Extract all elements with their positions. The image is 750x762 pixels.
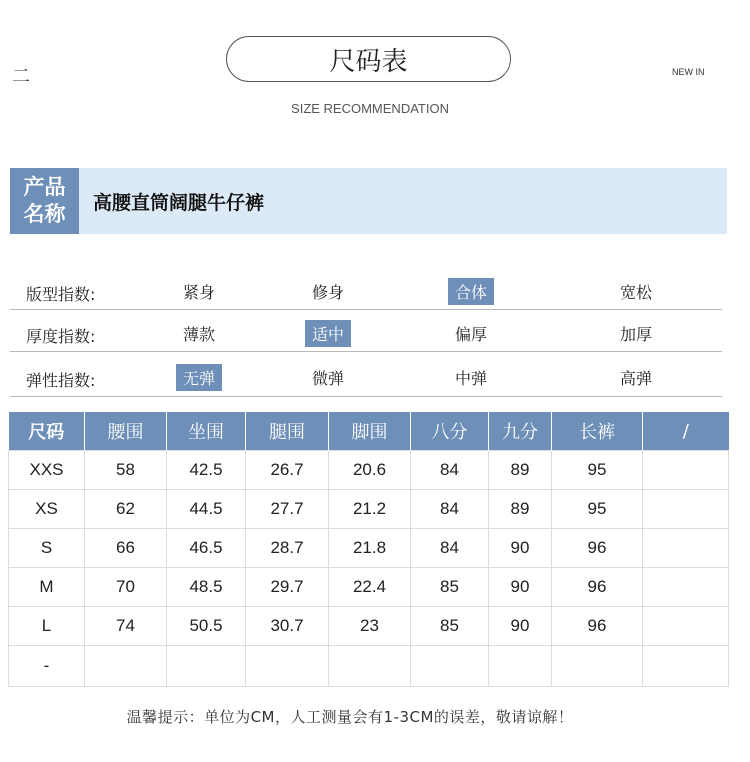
- measurement-cell: 30.7: [246, 607, 329, 646]
- index-option: [278, 356, 378, 398]
- index-option-label: 无弹: [176, 364, 222, 391]
- measurement-cell: 27.7: [246, 490, 329, 529]
- table-row: [9, 646, 729, 687]
- column-header: 坐围: [167, 412, 246, 451]
- column-header: 脚围: [329, 412, 411, 451]
- table-row: [9, 490, 729, 529]
- measurement-cell: [643, 451, 729, 490]
- product-name: 高腰直筒阔腿牛仔裤: [93, 191, 265, 214]
- table-header-row: [9, 412, 729, 451]
- measurement-cell: 62: [85, 490, 167, 529]
- measurement-cell: 85: [411, 568, 489, 607]
- measurement-cell: [329, 646, 411, 687]
- measurement-cell: [643, 646, 729, 687]
- measurement-cell: [552, 646, 643, 687]
- product-tag: [10, 168, 79, 234]
- size-cell: M: [9, 568, 85, 607]
- index-row-thickness: [10, 312, 722, 354]
- column-header: 腿围: [246, 412, 329, 451]
- index-label: 版型指数:: [26, 285, 96, 304]
- index-option-selected: [278, 312, 378, 354]
- index-option: [586, 356, 686, 398]
- column-header: 长裤: [552, 412, 643, 451]
- measurement-cell: 84: [411, 451, 489, 490]
- index-label: 厚度指数:: [26, 327, 96, 346]
- size-cell: S: [9, 529, 85, 568]
- index-option-label: 微弹: [311, 368, 344, 388]
- table-row: [9, 529, 729, 568]
- measurement-note: 温馨提示：单位为CM，人工测量会有1-3CM的误差，敬请谅解！: [126, 708, 574, 726]
- measurement-cell: [489, 646, 552, 687]
- menu-mark: 二: [12, 66, 30, 87]
- index-row-elasticity: [10, 356, 722, 398]
- product-tag-line1: 产品: [23, 175, 66, 199]
- size-cell: L: [9, 607, 85, 646]
- measurement-cell: 58: [85, 451, 167, 490]
- divider: [10, 351, 722, 352]
- divider: [10, 309, 722, 310]
- measurement-cell: [643, 568, 729, 607]
- measurement-cell: 85: [411, 607, 489, 646]
- measurement-cell: [85, 646, 167, 687]
- measurement-cell: [643, 607, 729, 646]
- column-header: 八分: [411, 412, 489, 451]
- measurement-cell: 95: [552, 451, 643, 490]
- measurement-cell: 96: [552, 607, 643, 646]
- index-option-selected: [421, 270, 521, 312]
- measurement-cell: 90: [489, 529, 552, 568]
- index-option: [586, 270, 686, 312]
- index-label: 弹性指数:: [26, 371, 96, 390]
- index-option-label: 中弹: [454, 368, 487, 388]
- measurement-cell: 84: [411, 529, 489, 568]
- measurement-cell: 50.5: [167, 607, 246, 646]
- measurement-cell: 44.5: [167, 490, 246, 529]
- measurement-cell: 90: [489, 607, 552, 646]
- table-body: [9, 451, 729, 687]
- product-tag-line2: 名称: [23, 202, 66, 226]
- measurement-cell: 28.7: [246, 529, 329, 568]
- index-option: [278, 270, 378, 312]
- index-option-label: 高弹: [619, 368, 652, 388]
- index-option-label: 紧身: [182, 282, 215, 302]
- table-row: [9, 568, 729, 607]
- size-cell: XXS: [9, 451, 85, 490]
- measurement-cell: 89: [489, 490, 552, 529]
- index-row-fit: [10, 270, 722, 312]
- measurement-cell: 46.5: [167, 529, 246, 568]
- measurement-cell: [411, 646, 489, 687]
- measurement-cell: [167, 646, 246, 687]
- measurement-cell: 48.5: [167, 568, 246, 607]
- measurement-cell: 96: [552, 568, 643, 607]
- index-option-label: 偏厚: [454, 324, 487, 344]
- index-option-label: 薄款: [182, 324, 215, 344]
- index-option-label: 适中: [305, 320, 351, 347]
- measurement-cell: 66: [85, 529, 167, 568]
- index-option-selected: [149, 356, 249, 398]
- measurement-cell: 42.5: [167, 451, 246, 490]
- index-option-label: 宽松: [619, 282, 652, 302]
- measurement-cell: [643, 529, 729, 568]
- size-table: [8, 412, 729, 687]
- table-row: [9, 607, 729, 646]
- measurement-cell: 22.4: [329, 568, 411, 607]
- column-header: 九分: [489, 412, 552, 451]
- measurement-cell: [643, 490, 729, 529]
- measurement-cell: 74: [85, 607, 167, 646]
- measurement-cell: 26.7: [246, 451, 329, 490]
- measurement-cell: 21.2: [329, 490, 411, 529]
- index-option-label: 合体: [448, 278, 494, 305]
- column-header: 尺码: [9, 412, 85, 451]
- measurement-cell: 29.7: [246, 568, 329, 607]
- measurement-cell: 70: [85, 568, 167, 607]
- divider: [10, 396, 722, 397]
- new-in-badge: NEW IN: [672, 67, 705, 77]
- measurement-cell: [246, 646, 329, 687]
- measurement-cell: 95: [552, 490, 643, 529]
- measurement-cell: 89: [489, 451, 552, 490]
- index-option-label: 修身: [311, 282, 344, 302]
- column-header: 腰围: [85, 412, 167, 451]
- index-option: [421, 356, 521, 398]
- index-option: [586, 312, 686, 354]
- size-cell: -: [9, 646, 85, 687]
- product-band: [79, 168, 727, 234]
- measurement-cell: 96: [552, 529, 643, 568]
- column-header: /: [643, 412, 729, 451]
- page-title: 尺码表: [226, 36, 511, 82]
- measurement-cell: 23: [329, 607, 411, 646]
- index-option: [421, 312, 521, 354]
- measurement-cell: 20.6: [329, 451, 411, 490]
- size-cell: XS: [9, 490, 85, 529]
- measurement-cell: 84: [411, 490, 489, 529]
- index-option-label: 加厚: [619, 324, 652, 344]
- index-option: [149, 312, 249, 354]
- index-option: [149, 270, 249, 312]
- page-subtitle: SIZE RECOMMENDATION: [291, 101, 449, 116]
- measurement-cell: 21.8: [329, 529, 411, 568]
- table-row: [9, 451, 729, 490]
- measurement-cell: 90: [489, 568, 552, 607]
